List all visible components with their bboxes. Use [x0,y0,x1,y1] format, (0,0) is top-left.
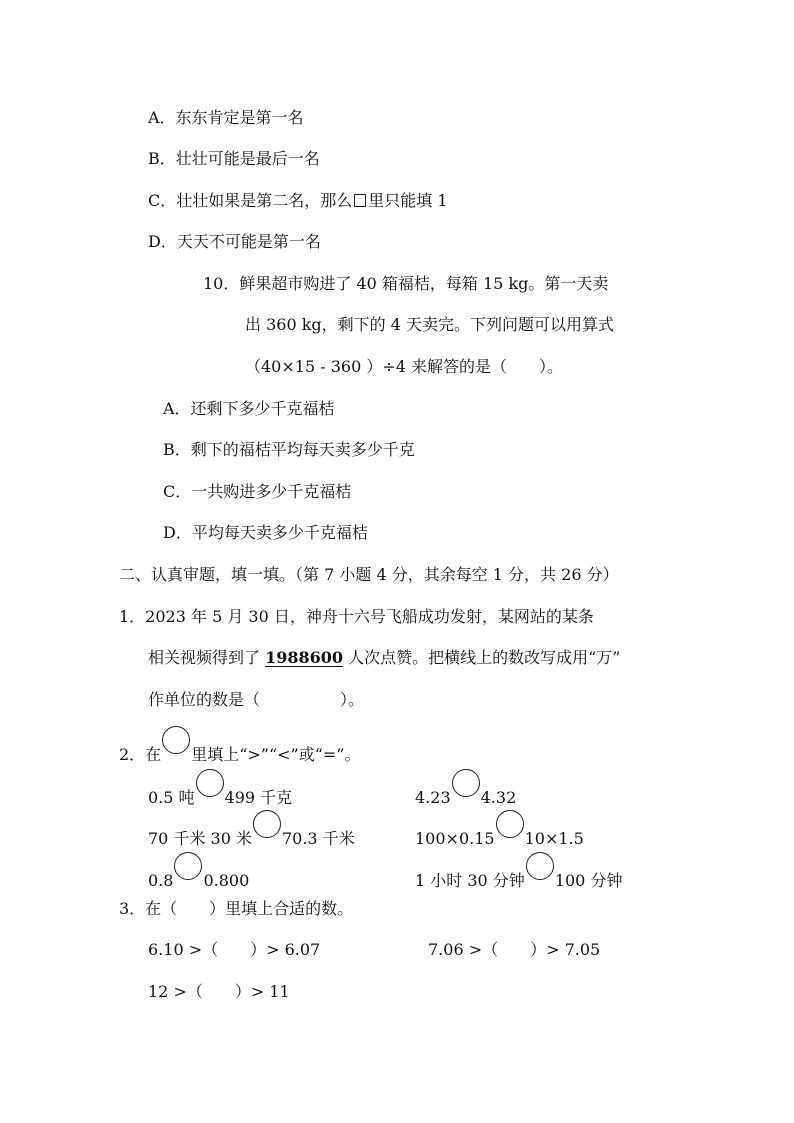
s2-q1-line2-after: 人次点赞。把横线上的数改写成用“万” [343,648,621,667]
q10-line1: 10．鲜果超市购进了 40 箱福桔，每箱 15 kg。第一天卖 [203,274,609,293]
q9-option-c-after: 里只能填 1 [368,191,448,210]
s2-q2-item-5 [148,862,249,892]
s2-q1-line3: 作单位的数是（ ）。 [148,690,365,709]
s2-q3-item-3: 12 >（ ）> 11 [148,982,290,1001]
compare-left: 0.5 吨 [148,788,195,807]
compare-circle[interactable] [496,810,524,838]
s2-q2-suffix: 里填上“>”“<”或“=”。 [191,745,361,764]
s2-q2-item-3 [148,820,355,850]
q9-option-c [148,190,448,212]
compare-right: 0.800 [203,871,250,890]
s2-q2-title [119,736,361,766]
compare-circle[interactable] [526,852,554,880]
compare-circle [162,726,190,754]
compare-left: 100×0.15 [415,829,495,848]
s2-q3-item-1: 6.10 >（ ）> 6.07 [148,940,321,959]
q9-option-c-before: C．壮壮如果是第二名，那么 [148,191,353,210]
compare-left: 4.23 [415,788,451,807]
compare-right: 4.32 [480,788,517,807]
q10-option-b: B．剩下的福桔平均每天卖多少千克 [163,440,415,459]
compare-left: 0.8 [148,871,174,890]
s2-q1-line1: 1．2023 年 5 月 30 日，神舟十六号飞船成功发射，某网站的某条 [119,607,594,626]
compare-left: 1 小时 30 分钟 [415,871,525,890]
s2-q3-title: 3．在（ ）里填上合适的数。 [119,899,354,918]
s2-q2-item-2 [415,779,516,809]
q9-option-b: B．壮壮可能是最后一名 [148,149,320,168]
s2-q2-item-1 [148,779,292,809]
s2-q2-item-6 [415,862,622,892]
compare-right: 10×1.5 [524,829,584,848]
compare-circle[interactable] [196,769,224,797]
s2-q1-line2-before: 相关视频得到了 [148,648,266,667]
compare-circle[interactable] [253,810,281,838]
section2-title: 二、认真审题，填一填。（第 7 小题 4 分，其余每空 1 分，共 26 分） [119,565,619,584]
q10-option-c: C．一共购进多少千克福桔 [163,482,352,501]
q10-option-a: A．还剩下多少千克福桔 [163,399,335,418]
blank-box [354,194,366,207]
compare-circle[interactable] [174,852,202,880]
underlined-number: 1988600 [265,648,344,667]
s2-q2-item-4 [415,820,584,850]
compare-left: 70 千米 30 米 [148,829,252,848]
compare-circle[interactable] [452,769,480,797]
compare-right: 100 分钟 [554,871,623,890]
s2-q2-prefix: 2．在 [119,745,162,764]
compare-right: 499 千克 [224,788,293,807]
q9-option-a: A．东东肯定是第一名 [148,108,304,127]
q9-option-d: D．天天不可能是第一名 [148,232,321,251]
compare-right: 70.3 千米 [281,829,355,848]
q10-option-d: D．平均每天卖多少千克福桔 [163,523,368,542]
q10-line3: （40×15 - 360 ）÷4 来解答的是（ ）。 [245,357,564,376]
s2-q3-item-2: 7.06 >（ ）> 7.05 [428,940,601,959]
q10-line2: 出 360 kg，剩下的 4 天卖完。下列问题可以用算式 [245,315,615,334]
s2-q1-line2 [148,647,620,669]
